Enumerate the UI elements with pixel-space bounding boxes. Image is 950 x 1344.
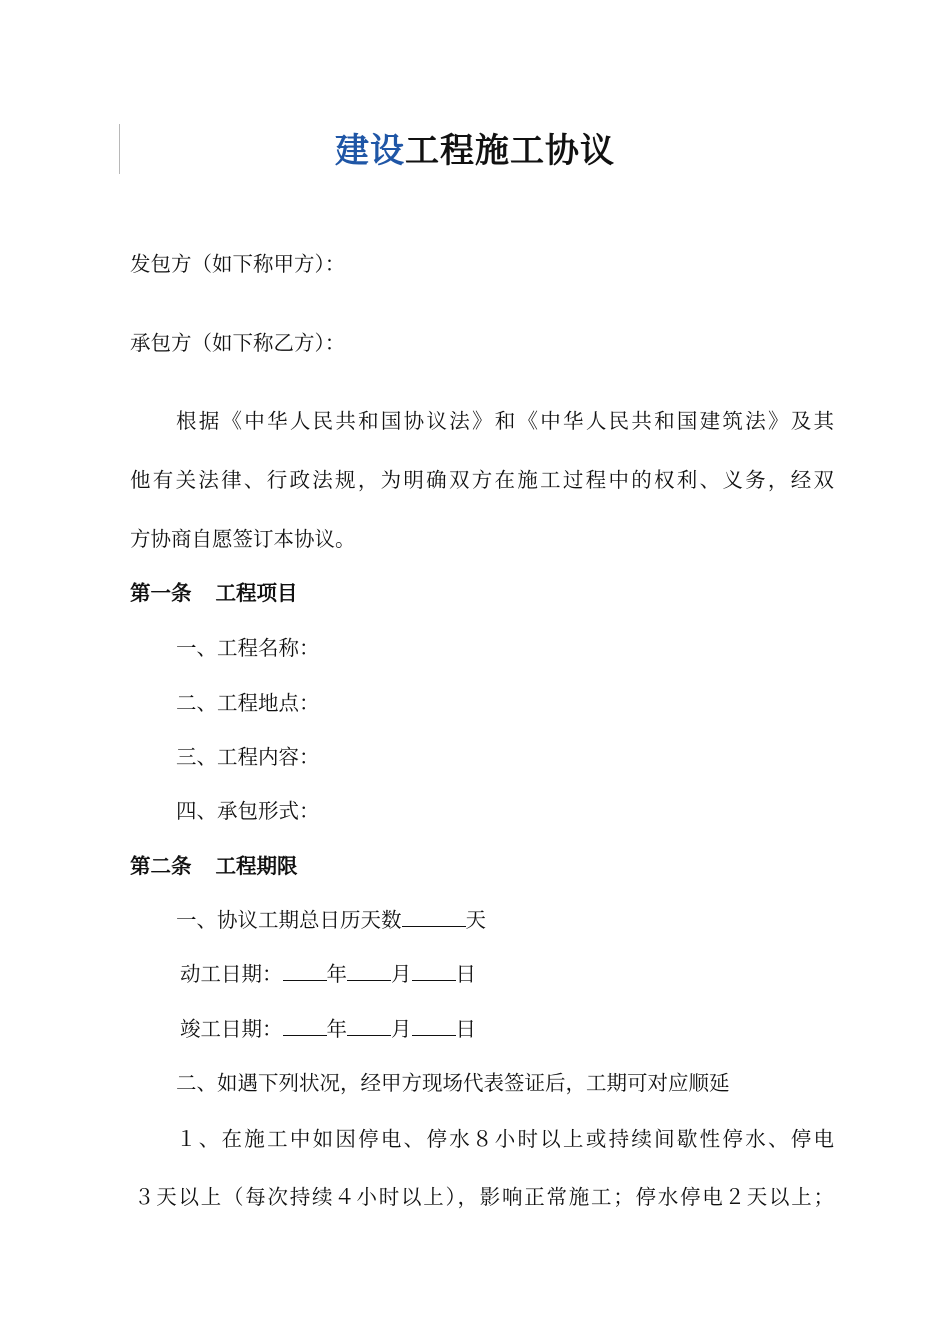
duration-unit: 天	[465, 908, 486, 932]
duration-line	[176, 905, 886, 935]
article-2-heading	[130, 851, 840, 881]
article-1-heading	[130, 578, 840, 608]
duration-blank	[402, 906, 466, 927]
end-day-blank	[412, 1015, 456, 1036]
article-2-title: 工程期限	[215, 854, 298, 878]
start-day-unit: 日	[455, 962, 476, 986]
end-month-blank	[347, 1015, 391, 1036]
clause-1-line-1: １、在施工中如因停电、停水８小时以上或持续间歇性停水、停电	[176, 1127, 834, 1151]
clause-1-line-2: ３天以上（每次持续４小时以上），影响正常施工；停水停电２天以上；	[134, 1185, 834, 1209]
preamble-line-2: 他有关法律、行政法规，为明确双方在施工过程中的权利、义务，经双	[130, 468, 834, 492]
article-1-item-4: 四、承包形式：	[176, 799, 320, 823]
start-day-blank	[412, 960, 456, 981]
start-month-unit: 月	[391, 962, 412, 986]
document-title	[0, 127, 950, 175]
end-year-unit: 年	[326, 1017, 347, 1041]
preamble-line-3: 方协商自愿签订本协议。	[130, 527, 356, 551]
start-year-unit: 年	[326, 962, 347, 986]
article-1-item-3: 三、工程内容：	[176, 745, 320, 769]
end-date-label: 竣工日期：	[180, 1017, 283, 1041]
party-a-line: 发包方（如下称甲方）：	[130, 252, 346, 276]
end-month-unit: 月	[391, 1017, 412, 1041]
preamble-line-1: 根据《中华人民共和国协议法》和《中华人民共和国建筑法》及其	[176, 409, 834, 433]
article-2-number: 第二条	[130, 854, 192, 878]
title-accent: 建设	[335, 131, 405, 171]
end-day-unit: 日	[455, 1017, 476, 1041]
duration-label: 一、协议工期总日历天数	[176, 908, 402, 932]
start-date-label: 动工日期：	[180, 962, 283, 986]
end-date-line	[180, 1014, 890, 1044]
end-year-blank	[283, 1015, 327, 1036]
article-1-number: 第一条	[130, 581, 192, 605]
article-1-title: 工程项目	[215, 581, 298, 605]
start-year-blank	[283, 960, 327, 981]
start-month-blank	[347, 960, 391, 981]
extension-line: 二、如遇下列状况，经甲方现场代表签证后，工期可对应顺延	[176, 1071, 730, 1095]
article-1-item-2: 二、工程地点：	[176, 691, 320, 715]
start-date-line	[180, 959, 890, 989]
title-main: 工程施工协议	[405, 131, 615, 171]
party-b-line: 承包方（如下称乙方）：	[130, 331, 346, 355]
article-1-item-1: 一、工程名称：	[176, 636, 320, 660]
